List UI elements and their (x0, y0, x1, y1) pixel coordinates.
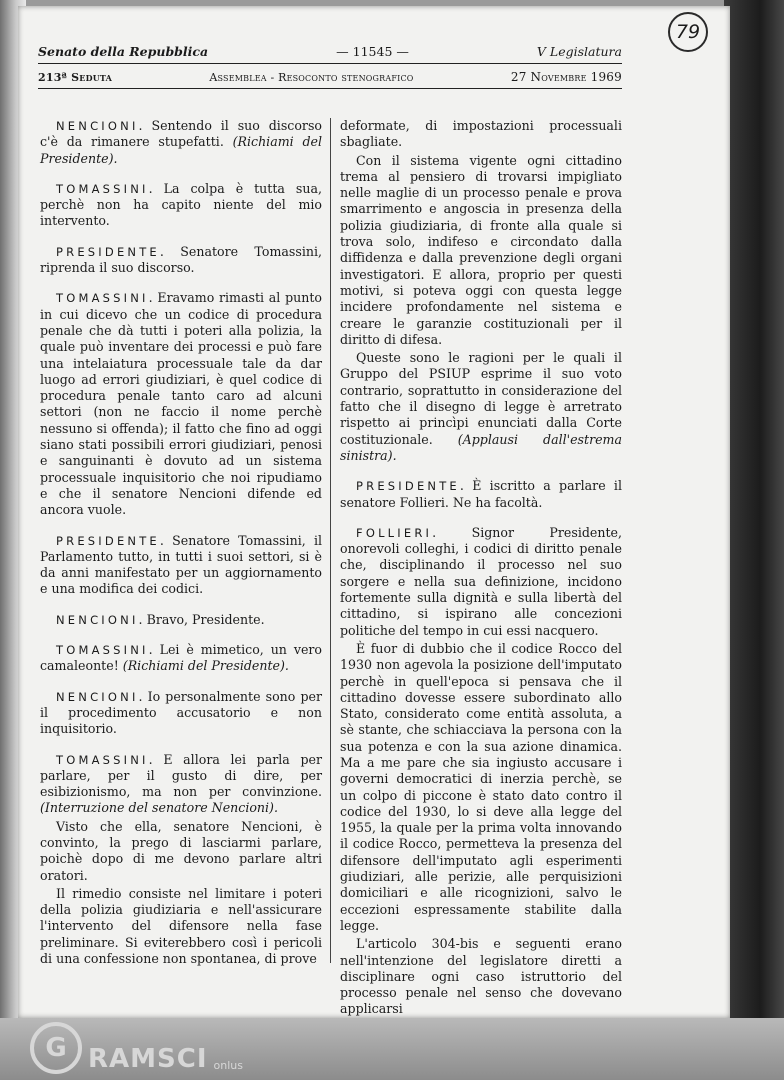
speech-paragraph (40, 533, 322, 598)
speaker-name: PRESIDENTE (56, 244, 160, 259)
speaker-name: NENCIONI (56, 119, 139, 133)
page-number-stamp: 79 (668, 12, 708, 52)
gramsci-watermark (30, 1026, 243, 1074)
speech-paragraph (340, 936, 622, 1017)
speech-text: Il rimedio consiste nel limitare i poteri della polizia giudiziaria e nell'assicurare l'intervento del difensore nella fase preliminare. Si eviterebbero così i pericoli di una confessione non spontanea, di prove (40, 885, 322, 967)
speech-text: Io personalmente sono per il procedimento accusatorio e non inquisitorio. (40, 688, 322, 737)
speech-paragraph (40, 612, 322, 628)
right-column (340, 118, 622, 1018)
speaker-separator: . (148, 290, 158, 306)
speech-text: deformate, di impostazioni processuali sbagliate. (340, 118, 622, 150)
scan-right-edge (724, 0, 784, 1080)
speech-text: Sentendo il suo discorso c'è da rimanere stupefatti. (40, 118, 322, 150)
speech-paragraph (340, 118, 622, 151)
speaker-name: PRESIDENTE (356, 479, 460, 494)
speech-paragraph (40, 819, 322, 884)
header-page-number: — 11545 — (336, 44, 409, 59)
header-bottom-row (38, 70, 622, 84)
stage-direction: (Interruzione del senatore Nencioni). (40, 800, 278, 816)
stage-direction: (Richiami del Presidente). (122, 658, 289, 674)
speech-paragraph (340, 350, 622, 464)
speech-text: Visto che ella, senatore Nencioni, è convinto, la prego di lasciarmi parlare, poichè dopo di me devono parlare altri oratori. (40, 818, 322, 883)
watermark-logo-icon: G (30, 1022, 82, 1074)
header-assemblea: Assemblea - Resoconto stenografico (209, 71, 414, 84)
header-seduta: 213ª Seduta (38, 71, 113, 84)
header-rule-bottom (38, 88, 622, 89)
speaker-name: NENCIONI (56, 612, 139, 627)
speech-paragraph (40, 689, 322, 738)
speaker-separator: . (148, 642, 160, 658)
speech-text: È fuor di dubbio che il codice Rocco del 1930 non agevola la posizione dell'imputato perchè in quell'epoca si pensava che il cittadino dovesse essere subordinato allo Stato, considerato come entità assoluta, a sè stante, che schiacciava la persona con la sua potenza e con la sua azione dinamica. Ma a me pare che sia ingiusto accusare i governi democratici di inerzia perchè, se un colpo di piccone è stato dato contro il codice del 1930, lo si deve alla legge del 1955, la quale per la prima volta innovando il codice Rocco, permetteva la presenza del difensore dell'imputato agli esperimenti giudiziari, alle perizie, alle perquisizioni domiciliari e alle ricognizioni, salvo le eccezioni espressamente stabilite dalla legge. (340, 640, 622, 933)
column-divider (330, 118, 331, 963)
speech-text: La colpa è tutta sua, perchè non ha capito niente del mio intervento. (40, 180, 322, 229)
speech-text: Eravamo rimasti al punto in cui dicevo che un codice di procedura penale che dà tutti i poteri alla polizia, la quale può inventare dei processi e può fare una intelaiatura processuale tale da dar luogo ad errori giudiziari, è quel codice di procedura penale tanto caro ad alcuni settori (non ne faccio il nome perchè nessuno si offenda); il fatto che fino ad oggi siano stati possibili errori giudiziari, penosi e sanguinanti è dovuto ad un sistema processuale inquisitorio che noi ripudiamo e che il senatore Nencioni difende ed ancora vuole. (40, 290, 322, 518)
watermark-sub: onlus (213, 1059, 243, 1072)
header-senate: Senato della Repubblica (38, 44, 209, 59)
speaker-separator: . (138, 118, 152, 133)
text-columns (40, 118, 622, 1018)
left-column (40, 118, 322, 1018)
speaker-name: PRESIDENTE (56, 533, 160, 548)
speaker-name: FOLLIERI (356, 525, 433, 540)
speech-text: Senatore Tomassini, riprenda il suo discorso. (40, 243, 322, 276)
speech-paragraph (40, 642, 322, 675)
speech-paragraph (40, 118, 322, 167)
speech-text: E allora lei parla per parlare, per il gusto di dire, per esibizionismo, ma non per convinzione. (40, 751, 322, 800)
stage-direction: (Applausi dall'estrema sinistra). (340, 431, 622, 463)
speech-paragraph (40, 752, 322, 817)
speech-text: Signor Presidente, onorevoli colleghi, i codici di diritto penale che, disciplinando il processo nel suo sorgere e nella sua definizione, incidono fortemente sulla dignità e sulla libertà del cittadino, si ispirano alle concezioni politiche del tempo in cui essi nacquero. (340, 524, 622, 638)
speaker-separator: . (159, 243, 181, 259)
speaker-separator: . (138, 611, 147, 627)
speech-paragraph (340, 525, 622, 639)
speech-text: Queste sono le ragioni per le quali il Gruppo del PSIUP esprime il suo voto contrario, soprattutto in considerazione del fatto che il disegno di legge è arretrato rispetto ai princìpi enunciati dalla Corte costituzionale. (340, 350, 622, 447)
speaker-name: TOMASSINI (56, 291, 149, 306)
speaker-separator: . (459, 478, 473, 494)
speech-text: Senatore Tomassini, il Parlamento tutto, in tutti i suoi settori, si è da anni manifestato per un aggiornamento e una modifica dei codici. (40, 532, 322, 597)
speech-text: È iscritto a parlare il senatore Follieri. Ne ha facoltà. (340, 478, 622, 510)
speaker-name: TOMASSINI (56, 752, 149, 767)
speech-text: Lei è mimetico, un vero camaleonte! (40, 642, 322, 674)
speaker-separator: . (159, 532, 173, 548)
speech-paragraph (340, 478, 622, 511)
speech-paragraph (40, 290, 322, 518)
speech-text: L'articolo 304-bis e seguenti erano nell'intenzione del legislatore diretti a disciplinare ogni caso istruttorio del processo penale nel senso che dovevano applicarsi (340, 936, 622, 1017)
speech-paragraph (40, 244, 322, 277)
speaker-separator: . (432, 524, 472, 540)
page-header (38, 44, 622, 89)
speaker-name: NENCIONI (56, 689, 139, 704)
stage-direction: (Richiami del Presidente). (40, 134, 322, 166)
speaker-separator: . (148, 180, 164, 196)
watermark-name: RAMSCI (88, 1044, 208, 1074)
header-legislature: V Legislatura (536, 44, 622, 59)
speech-text: Con il sistema vigente ogni cittadino trema al pensiero di trovarsi impigliato nelle maglie di un processo penale e prova smarrimento e angoscia in presenza della polizia giudiziaria, di fronte alla quale si trova solo, indifeso e circondato dalla diffidenza e dalla prevenzione degli organi investigatori. E allora, proprio per questi motivi, si poteva oggi con questa legge incidere profondamente nel sistema e creare le garanzie costituzionali per il diritto di difesa. (340, 152, 622, 347)
speaker-separator: . (148, 751, 164, 767)
speech-paragraph (340, 641, 622, 934)
header-date: 27 Novembre 1969 (510, 70, 622, 84)
header-top-row (38, 44, 622, 59)
speech-paragraph (40, 181, 322, 230)
speech-text: Bravo, Presidente. (146, 611, 265, 627)
speaker-name: TOMASSINI (56, 181, 149, 196)
speech-paragraph (40, 886, 322, 967)
header-rule (38, 63, 622, 64)
speech-paragraph (340, 153, 622, 349)
speaker-separator: . (138, 688, 148, 704)
speaker-name: TOMASSINI (56, 643, 149, 658)
